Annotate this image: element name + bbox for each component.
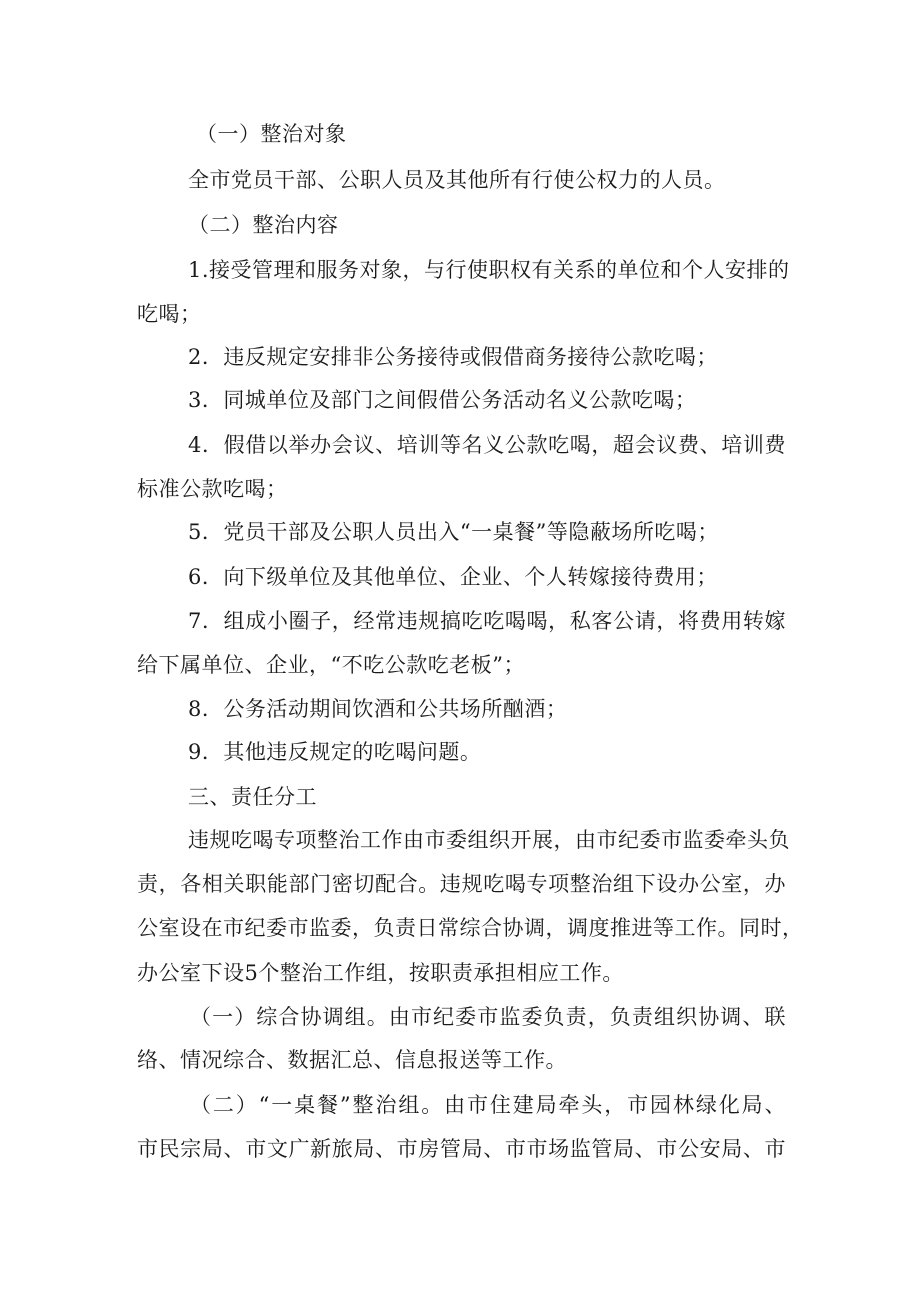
section-heading-responsibility: 三、责任分工: [188, 785, 317, 809]
list-item-3: 3．同城单位及部门之间假借公务活动名义公款吃喝；: [188, 388, 697, 412]
section-heading-targets: （一）整治对象: [196, 122, 347, 146]
paragraph-responsibility-line-4: 办公室下设5个整治工作组，按职责承担相应工作。: [137, 961, 624, 985]
group-coordination-line-2: 络、情况综合、数据汇总、信息报送等工作。: [137, 1048, 567, 1072]
list-item-1-line-2: 吃喝；: [137, 302, 202, 326]
section-heading-content: （二）整治内容: [188, 213, 339, 237]
group-table-meal-line-2: 市民宗局、市文广新旅局、市房管局、市市场监管局、市公安局、市: [137, 1137, 786, 1161]
list-item-7-line-2: 给下属单位、企业，“不吃公款吃老板”；: [137, 653, 525, 677]
paragraph-responsibility-line-3: 公室设在市纪委市监委，负责日常综合协调，调度推进等工作。同时，: [137, 916, 804, 940]
paragraph-targets: 全市党员干部、公职人员及其他所有行使公权力的人员。: [188, 168, 726, 192]
list-item-4-line-1: 4．假借以举办会议、培训等名义公款吃喝，超会议费、培训费: [188, 433, 786, 457]
list-item-7-line-1: 7．组成小圈子，经常违规搞吃吃喝喝，私客公请，将费用转嫁: [188, 609, 786, 633]
list-item-4-line-2: 标准公款吃喝；: [137, 477, 288, 501]
list-item-5: 5．党员干部及公职人员出入“一桌餐”等隐蔽场所吃喝；: [188, 520, 719, 544]
paragraph-responsibility-line-2: 责，各相关职能部门密切配合。违规吃喝专项整治组下设办公室，办: [137, 872, 786, 896]
list-item-9: 9．其他违反规定的吃喝问题。: [188, 740, 482, 764]
list-item-6: 6．向下级单位及其他单位、企业、个人转嫁接待费用；: [188, 565, 718, 589]
list-item-2: 2．违反规定安排非公务接待或假借商务接待公款吃喝；: [188, 345, 718, 369]
paragraph-responsibility-line-1: 违规吃喝专项整治工作由市委组织开展，由市纪委市监委牵头负: [188, 828, 790, 852]
list-item-8: 8．公务活动期间饮酒和公共场所酗酒；: [188, 697, 568, 721]
group-table-meal-line-1: （二）“一桌餐”整治组。由市住建局牵头，市园林绿化局、: [190, 1093, 786, 1117]
group-coordination-line-1: （一）综合协调组。由市纪委市监委负责，负责组织协调、联: [190, 1005, 786, 1029]
list-item-1-line-1: 1.接受管理和服务对象，与行使职权有关系的单位和个人安排的: [188, 258, 790, 282]
